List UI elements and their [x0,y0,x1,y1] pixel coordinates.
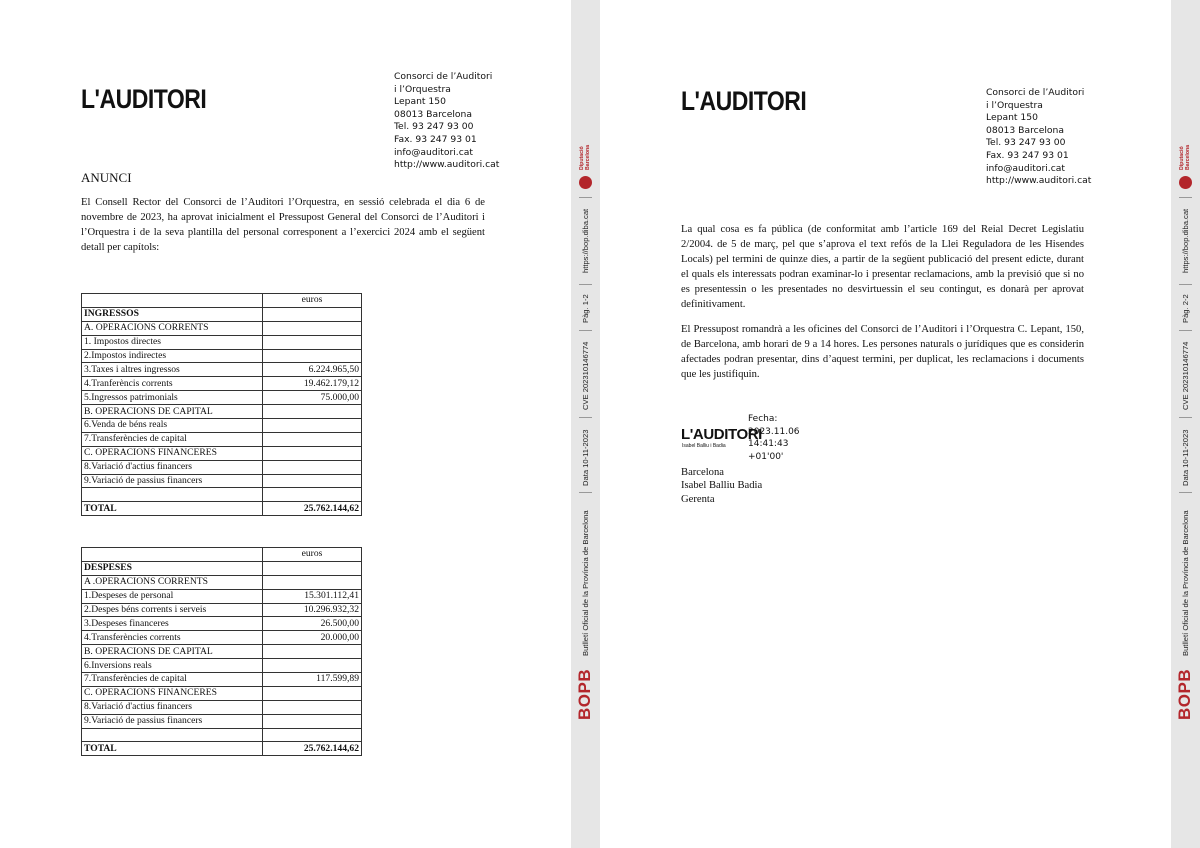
ingressos-table [81,293,362,516]
row-label: 3.Despeses financeres [82,617,263,631]
row-value: 20.000,00 [263,631,362,645]
row-label: C. OPERACIONS FINANCERES [82,446,263,460]
date-label: Data 10-11-2023 [1181,429,1190,486]
bopb-logo: BOPB [1175,668,1194,720]
row-value [263,686,362,700]
row-label: 7.Transferències de capital [82,673,263,687]
table-header-row [82,294,362,308]
row-label: 2.Despes béns corrents i serveis [82,603,263,617]
separator [1179,197,1192,198]
row-value: 19.462.179,12 [263,377,362,391]
page-title: ANUNCI [81,170,132,185]
email-link[interactable]: info@auditori.cat [394,146,474,158]
diputacio-label: Diputació Barcelona [1179,144,1191,170]
row-value [263,728,362,742]
website-link[interactable]: http://www.auditori.cat [986,175,1092,187]
total-row [82,502,362,516]
address-line: Tel. 93 247 93 00 [394,121,474,133]
row-value [263,446,362,460]
table-row [82,728,362,742]
row-value [263,419,362,433]
row-label: INGRESSOS [82,307,263,321]
currency-label: euros [263,294,362,308]
table-row [82,405,362,419]
total-label: TOTAL [82,502,263,516]
table-row [82,673,362,687]
cve-label: CVE 202310146774 [1181,341,1190,410]
row-value [263,349,362,363]
table-row [82,432,362,446]
separator [579,417,592,418]
table-row [82,659,362,673]
separator [1179,417,1192,418]
row-value [263,460,362,474]
email-link[interactable]: info@auditori.cat [986,162,1066,174]
address-line: Tel. 93 247 93 00 [986,137,1066,149]
separator [579,284,592,285]
total-value: 25.762.144,62 [263,742,362,756]
document-page-2 [600,0,1171,848]
table-row [82,363,362,377]
table-row [82,700,362,714]
row-value: 10.296.932,32 [263,603,362,617]
separator [579,492,592,493]
date-label: Data 10-11-2023 [581,429,590,486]
row-value [263,335,362,349]
row-label: 9.Variació de passius financers [82,714,263,728]
address-line: i l’Orquestra [986,99,1043,111]
row-label: 6.Venda de béns reals [82,419,263,433]
row-value [263,561,362,575]
table-row [82,419,362,433]
row-value: 15.301.112,41 [263,589,362,603]
table-header-row [82,548,362,562]
row-label: 8.Variació d'actius financers [82,700,263,714]
row-label: DESPESES [82,561,263,575]
table-row [82,714,362,728]
table-row [82,603,362,617]
intro-paragraph: El Consell Rector del Consorci de l’Auditori l’Orquestra, en sessió celebrada el dia 6 de novembre de 2023, ha aprovat inicialment el Pressupost General del Consorci de l’Auditori i l’Orquestra i de la seva plantilla del personal corresponent a l’exercici 2024 amb el següent detall per capítols: [81,197,485,254]
separator [1179,492,1192,493]
auditori-logo: L'AUDITORI [681,86,807,116]
row-label: A. OPERACIONS CORRENTS [82,321,263,335]
table-row [82,460,362,474]
total-value: 25.762.144,62 [263,502,362,516]
table-row [82,349,362,363]
table-row [82,589,362,603]
row-label: 8.Variació d'actius financers [82,460,263,474]
row-value [263,432,362,446]
table-row [82,488,362,502]
row-label: 1.Despeses de personal [82,589,263,603]
address-line: 08013 Barcelona [394,108,472,120]
address-line: Consorci de l’Auditori [986,87,1085,98]
row-label: 9.Variació de passius financers [82,474,263,488]
row-label: C. OPERACIONS FINANCERES [82,686,263,700]
document-page-1 [0,0,571,848]
despeses-table [81,547,362,756]
table-row [82,321,362,335]
separator [579,197,592,198]
separator [579,330,592,331]
url-label[interactable]: https://bop.diba.cat [1181,208,1190,273]
row-label: 4.Tranferèncis corrents [82,377,263,391]
table-row [82,561,362,575]
row-value [263,321,362,335]
row-value [263,700,362,714]
row-label [82,488,263,502]
row-label [82,728,263,742]
table-row [82,645,362,659]
table-row [82,617,362,631]
bopb-sidebar [1171,0,1200,848]
row-value [263,659,362,673]
address-line: i l’Orquestra [394,83,451,95]
row-label: 4.Transferències corrents [82,631,263,645]
address-block [394,71,499,172]
stamp-signer: Isabel Balliu i Badia [682,443,726,449]
signature-role: Gerenta [681,493,715,505]
diputacio-icon [1179,176,1192,189]
row-value [263,307,362,321]
url-label[interactable]: https://bop.diba.cat [581,208,590,273]
row-label: 3.Taxes i altres ingressos [82,363,263,377]
table-row [82,307,362,321]
total-label: TOTAL [82,742,263,756]
stamp-logo: L'AUDITORI [681,426,762,443]
table-row [82,446,362,460]
diputacio-label: Diputació Barcelona [579,144,591,170]
row-label: B. OPERACIONS DE CAPITAL [82,645,263,659]
table-row [82,474,362,488]
row-label: B. OPERACIONS DE CAPITAL [82,405,263,419]
bulletin-label: Butlletí Oficial de la Província de Barcelona [1181,510,1190,656]
row-value [263,474,362,488]
row-value [263,645,362,659]
row-label: 6.Inversions reals [82,659,263,673]
separator [1179,330,1192,331]
table-row [82,575,362,589]
total-row [82,742,362,756]
address-line: Lepant 150 [394,96,446,108]
page-label: Pàg. 1-2 [581,294,590,323]
currency-label: euros [263,548,362,562]
table-row [82,377,362,391]
signature-city: Barcelona [681,467,724,478]
row-value [263,488,362,502]
row-value [263,405,362,419]
cve-label: CVE 202310146774 [581,341,590,410]
signature-block [681,466,762,506]
stamp-date: Fecha: 2023.11.06 14:41:43 +01'00' [748,414,800,462]
address-line: 08013 Barcelona [986,124,1064,136]
address-line: Consorci de l’Auditori [394,71,493,82]
bopb-sidebar [571,0,600,848]
diputacio-icon [579,176,592,189]
table-row [82,631,362,645]
row-value [263,714,362,728]
row-value: 117.599,89 [263,673,362,687]
row-label: A .OPERACIONS CORRENTS [82,575,263,589]
table-row [82,335,362,349]
address-line: Fax. 93 247 93 01 [986,149,1069,161]
address-block [986,87,1091,188]
separator [1179,284,1192,285]
row-value [263,575,362,589]
row-value: 6.224.965,50 [263,363,362,377]
signature-name: Isabel Balliu Badia [681,480,763,492]
table-row [82,391,362,405]
row-value: 75.000,00 [263,391,362,405]
address-line: Lepant 150 [986,112,1038,124]
row-value: 26.500,00 [263,617,362,631]
table-row [82,686,362,700]
row-label: 1. Impostos directes [82,335,263,349]
row-label: 7.Transferències de capital [82,432,263,446]
website-link[interactable]: http://www.auditori.cat [394,159,500,171]
row-label: 2.Impostos indirectes [82,349,263,363]
row-label: 5.Ingressos patrimonials [82,391,263,405]
bopb-logo: BOPB [575,668,594,720]
bulletin-label: Butlletí Oficial de la Província de Barcelona [581,510,590,656]
office-paragraph: El Pressupost romandrà a les oficines del Consorci de l’Auditori i l’Orquestra C. Lepant, 150, de Barcelona, amb horari de 9 a 14 hores. Les persones naturals o jurídiques que es considerin afectades podran presentar, dins d’aquest termini, per duplicat, les reclamacions i documents que les justifiquin. [681,324,1084,381]
address-line: Fax. 93 247 93 01 [394,133,477,145]
publication-paragraph: La qual cosa es fa pública (de conformitat amb l’article 169 del Reial Decret Legislatiu 2/2004. de 5 de març, pel que s’aprova el text refós de la Llei Reguladora de les Hisendes Locals) pel termini de quinze dies, a partir de la següent publicació del present edicte, durant el quals els interessats podran examinar-lo i presentar reclamacions, amb la previsió que si no es presentessin o les presentades no desvirtuessin el seu contingut, es donarà per aprovat definitivament. [681,224,1084,311]
page-label: Pàg. 2-2 [1181,294,1190,323]
auditori-logo: L'AUDITORI [81,84,207,114]
